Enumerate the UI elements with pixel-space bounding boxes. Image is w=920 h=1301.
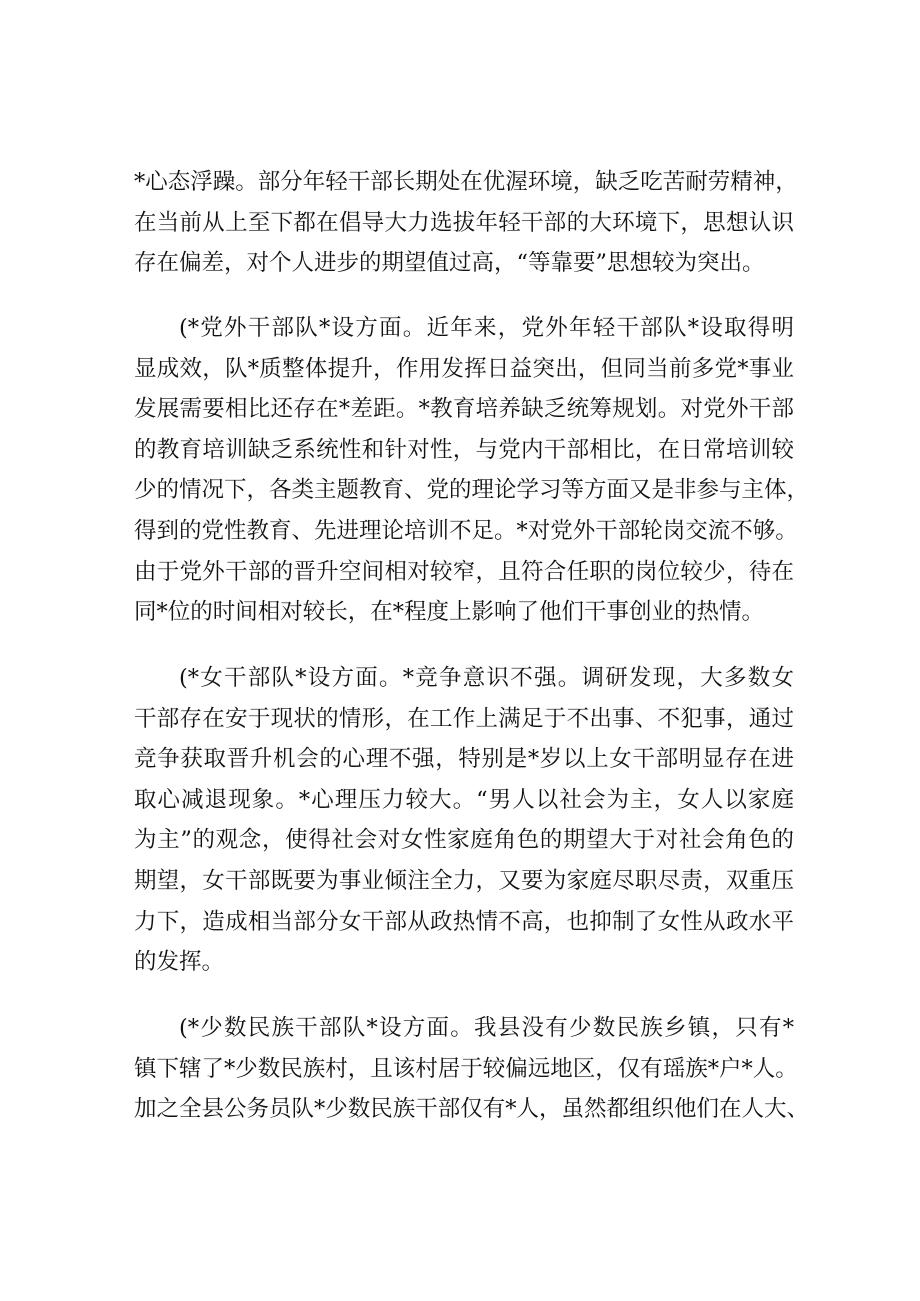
paragraph-line: 竞争获取晋升机会的心理不强，特别是*岁以上女干部明显存在进 — [134, 746, 794, 773]
paragraph-line: 镇下辖了*少数民族村，且该村居于较偏远地区，仅有瑶族*户*人。 — [134, 1055, 798, 1082]
paragraph-line: 少的情况下，各类主题教育、党的理论学习等方面又是非参与主体， — [134, 477, 810, 504]
paragraph-line: 干部存在安于现状的情形，在工作上满足于不出事、不犯事，通过 — [134, 705, 794, 732]
paragraph-line: 发展需要相比还存在*差距。*教育培养缺乏统筹规划。对党外干部 — [134, 396, 794, 423]
paragraph-line: 取心减退现象。*心理压力较大。“男人以社会为主，女人以家庭 — [134, 786, 794, 813]
paragraph-line: *心态浮躁。部分年轻干部长期处在优渥环境，缺乏吃苦耐劳精神， — [134, 169, 798, 195]
paragraph-line: 得到的党性教育、先进理论培训不足。*对党外干部轮岗交流不够。 — [134, 517, 798, 544]
paragraph-line: 为主”的观念，使得社会对女性家庭角色的期望大于对社会角色的 — [134, 827, 794, 854]
paragraph-2 — [134, 308, 810, 633]
paragraph-3 — [134, 658, 794, 983]
paragraph-line: 存在偏差，对个人进步的期望值过高，“等靠要”思想较为突出。 — [134, 250, 765, 277]
paragraph-line: (*党外干部队*设方面。近年来，党外年轻干部队*设取得明 — [179, 315, 794, 341]
paragraph-line: 的发挥。 — [134, 949, 225, 976]
paragraph-line: 的教育培训缺乏系统性和针对性，与党内干部相比，在日常培训较 — [134, 436, 794, 463]
paragraph-1 — [134, 162, 798, 284]
paragraph-line: 期望，女干部既要为事业倾注全力，又要为家庭尽职尽责，双重压 — [134, 867, 794, 894]
paragraph-line: (*少数民族干部队*设方面。我县没有少数民族乡镇，只有* — [179, 1015, 794, 1041]
paragraph-line: 加之全县公务员队*少数民族干部仅有*人，虽然都组织他们在人大、 — [134, 1096, 810, 1123]
paragraph-line: 显成效，队*质整体提升，作用发挥日益突出，但同当前多党*事业 — [134, 355, 794, 382]
paragraph-line: 力下，造成相当部分女干部从政热情不高，也抑制了女性从政水平 — [134, 908, 794, 935]
paragraph-line: (*女干部队*设方面。*竞争意识不强。调研发现，大多数女 — [179, 665, 794, 691]
paragraph-line: 在当前从上至下都在倡导大力选拔年轻干部的大环境下，思想认识 — [134, 209, 794, 236]
paragraph-4 — [134, 1008, 810, 1130]
paragraph-line: 同*位的时间相对较长，在*程度上影响了他们干事创业的热情。 — [134, 599, 765, 626]
paragraph-line: 由于党外干部的晋升空间相对较窄，且符合任职的岗位较少，待在 — [134, 558, 794, 585]
